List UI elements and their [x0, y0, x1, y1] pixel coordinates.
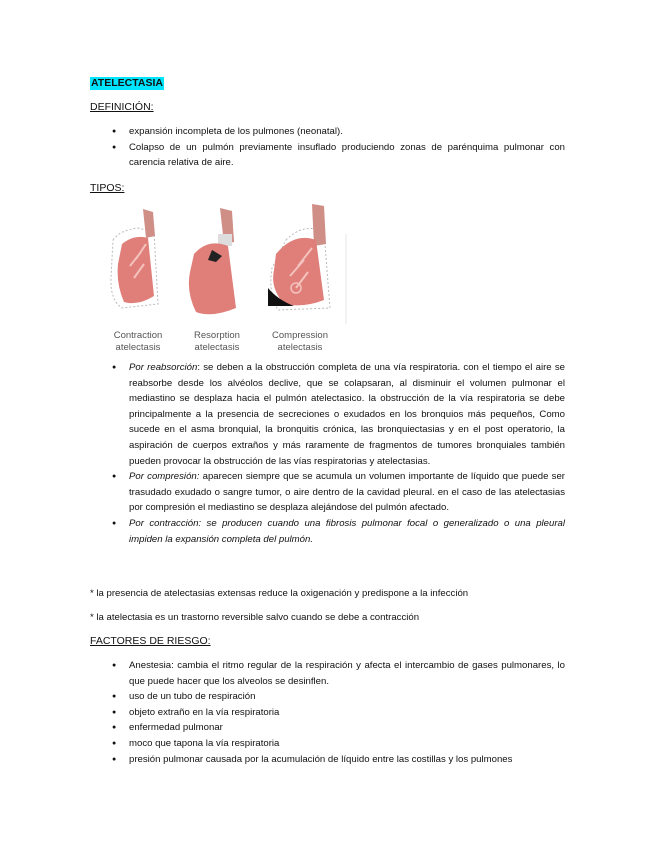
- compression-lung-image: [268, 204, 330, 310]
- list-item: ● Colapso de un pulmón previamente insuflado produciendo zonas de parénquima pulmonar con carencia relativa de aire.: [90, 140, 565, 171]
- list-item: ● presión pulmonar causada por la acumulación de líquido entre las costillas y los pulmones: [90, 752, 565, 768]
- document-title: ATELECTASIA: [91, 77, 163, 89]
- resorption-label: Resorption atelectasis: [194, 330, 240, 353]
- resorption-lung-image: [189, 208, 236, 314]
- list-item: ● uso de un tubo de respiración: [90, 689, 565, 705]
- list-item: ● enfermedad pulmonar: [90, 720, 565, 736]
- list-item: ● moco que tapona la vía respiratoria: [90, 736, 565, 752]
- lungs-illustration: [108, 204, 348, 330]
- list-item: ● objeto extraño en la vía respiratoria: [90, 705, 565, 721]
- type-label: Por reabsorción: [129, 362, 198, 373]
- type-label: Por contracción: se producen cuando una fibrosis pulmonar focal o generalizado o una pleural impiden la expansión completa del pulmón.: [129, 517, 565, 545]
- type-label: Por compresión:: [129, 471, 200, 483]
- definicion-heading: DEFINICIÓN:: [90, 101, 154, 113]
- tipos-heading: TIPOS:: [90, 182, 125, 194]
- factores-heading: FACTORES DE RIESGO:: [90, 635, 211, 647]
- tipos-list: [90, 360, 565, 547]
- contraction-lung-image: [111, 209, 158, 308]
- note: * la presencia de atelectasias extensas reduce la oxigenación y predispone a la infección: [90, 588, 469, 599]
- note: * la atelectasia es un trastorno reversible salvo cuando se debe a contracción: [90, 612, 420, 623]
- list-item: ● Por compresión: aparecen siempre que se acumula un volumen importante de líquido que puede ser trasudado exudado o sangre tumor, o aire dentro de la cavidad pleural. en el caso de las atelectasias por compresión el mediastino se desplaza alejándose del pulmón afectado.: [90, 469, 565, 516]
- list-item: ● Anestesia: cambia el ritmo regular de la respiración y afecta el intercambio de gases pulmonares, lo que puede hacer que los alveolos se desinflen.: [90, 658, 565, 689]
- list-item: ● expansión incompleta de los pulmones (neonatal).: [90, 124, 565, 140]
- definicion-list: [90, 124, 565, 171]
- compression-label: Compression atelectasis: [272, 330, 328, 353]
- factores-list: [90, 658, 565, 767]
- list-item: ● Por reabsorción: se deben a la obstrucción completa de una vía respiratoria. con el tiempo el aire se reabsorbe desde los alvéolos declive, que se colapsaran, al disminuir el volumen pulmonar el mediastino se desplaza hacia el pulmón atelectasico. la obstrucción de la vía respiratoria se debe principalmente a la presencia de secreciones o exudados en los bronquios más pequeños, Como sucede en el asma bronquial, la bronquitis crónica, las bronquiectasias y en el post operatorio, la aspiración de cuerpos extraños y más raramente de fragmentos de tumores bronquiales también pueden provocar la obstrucción de las vías respiratorias y atelectasias.: [90, 360, 565, 469]
- list-item: [90, 516, 565, 547]
- atelectasis-types-illustration: [108, 204, 348, 360]
- contraction-label: Contraction atelectasis: [113, 330, 163, 353]
